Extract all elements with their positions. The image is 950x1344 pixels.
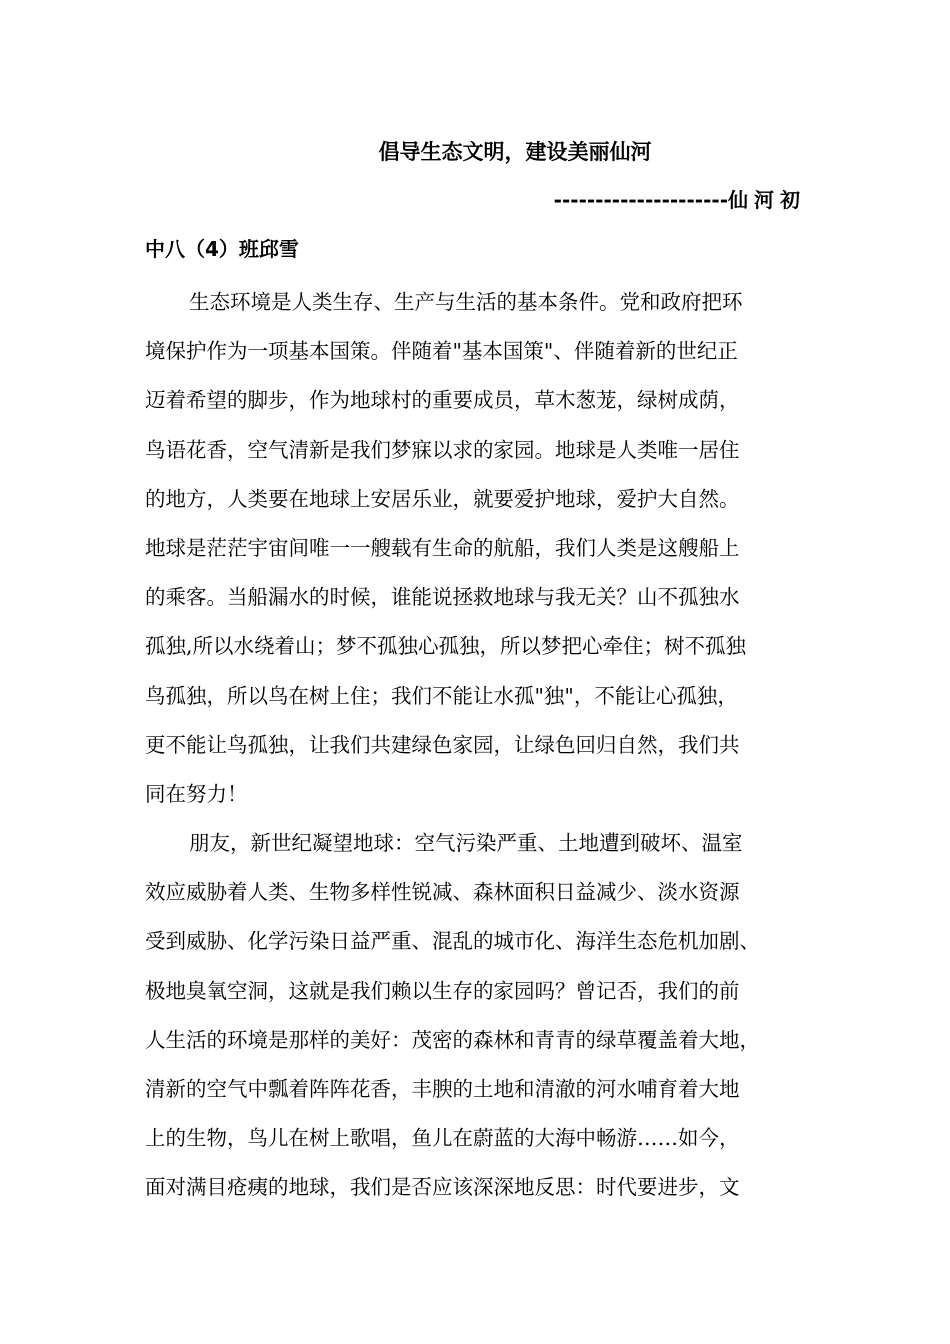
body-text bbox=[145, 278, 825, 1213]
author-byline bbox=[554, 186, 806, 214]
text-line: 境保护作为一项基本国策。伴随着"基本国策"、伴随着新的世纪正 bbox=[145, 339, 738, 364]
text-line: 同在努力！ bbox=[145, 781, 248, 806]
text-line: 效应威胁着人类、生物多样性锐减、森林面积日益减少、淡水资源 bbox=[145, 880, 740, 905]
text-line: 孤独,所以水绕着山；梦不孤独心孤独，所以梦把心牵住；树不孤独 bbox=[145, 634, 747, 659]
text-line: 上的生物，鸟儿在树上歌唱，鱼儿在蔚蓝的大海中畅游……如今， bbox=[145, 1126, 740, 1151]
text-line: 的乘客。当船漏水的时候，谁能说拯救地球与我无关？山不孤独水 bbox=[145, 585, 740, 610]
author-class-line: 中八（4）班邱雪 bbox=[145, 237, 299, 261]
text-line: 生态环境是人类生存、生产与生活的基本条件。党和政府把环 bbox=[189, 290, 743, 314]
text-line: 清新的空气中瓢着阵阵花香，丰腴的土地和清澈的河水哺育着大地 bbox=[145, 1077, 740, 1101]
text-line: 鸟语花香，空气清新是我们梦寐以求的家园。地球是人类唯一居住 bbox=[145, 437, 740, 462]
text-line: 迈着希望的脚步，作为地球村的重要成员，草木葱茏，绿树成荫， bbox=[145, 388, 740, 413]
text-line: 更不能让鸟孤独，让我们共建绿色家园，让绿色回归自然，我们共 bbox=[145, 732, 740, 757]
text-line: 朋友，新世纪凝望地球：空气污染严重、土地遭到破坏、温室 bbox=[189, 831, 743, 856]
text-line: 人生活的环境是那样的美好：茂密的森林和青青的绿草覆盖着大地， bbox=[145, 1027, 760, 1052]
text-line: 面对满目疮痍的地球，我们是否应该深深地反思：时代要进步，文 bbox=[145, 1175, 740, 1200]
text-line: 地球是茫茫宇宙间唯一一艘载有生命的航船，我们人类是这艘船上 bbox=[145, 535, 740, 560]
text-line: 受到威胁、化学污染日益严重、混乱的城市化、海洋生态危机加剧、 bbox=[145, 929, 760, 954]
paragraph-1 bbox=[145, 278, 825, 819]
text-line: 鸟孤独，所以鸟在树上住；我们不能让水孤"独"，不能让心孤独， bbox=[145, 683, 738, 708]
document-title: 倡导生态文明，建设美丽仙河 bbox=[378, 140, 652, 164]
byline-school: 仙河初 bbox=[728, 188, 806, 212]
paragraph-2 bbox=[145, 819, 825, 1213]
byline-dashes: --------------------- bbox=[553, 188, 728, 212]
text-line: 的地方，人类要在地球上安居乐业，就要爱护地球，爱护大自然。 bbox=[145, 486, 740, 511]
text-line: 极地臭氧空洞，这就是我们赖以生存的家园吗？曾记否，我们的前 bbox=[145, 978, 740, 1003]
